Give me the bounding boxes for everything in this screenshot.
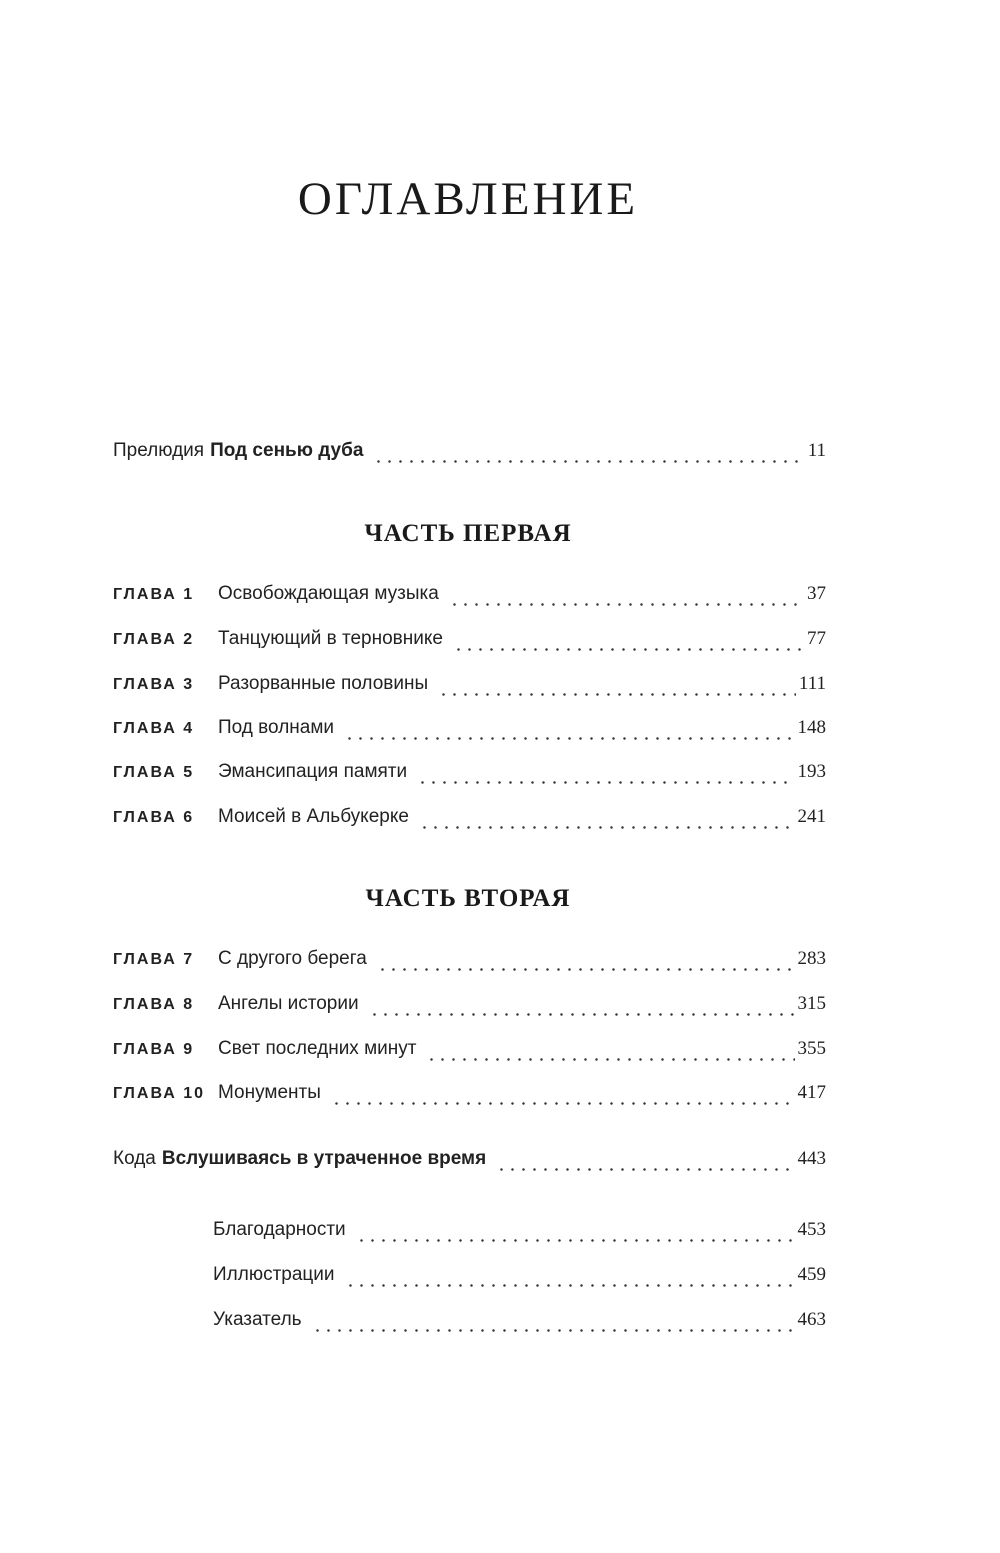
page-number: 241 [797, 806, 826, 827]
entry-title: Иллюстрации [213, 1264, 335, 1285]
dot-leader [345, 1284, 795, 1287]
chapter-title: Ангелы истории [218, 993, 359, 1014]
chapter-title: Эмансипация памяти [218, 761, 408, 782]
chapter-label: ГЛАВА 7 [113, 951, 195, 968]
toc-entry-acknowledgements[interactable] [213, 1219, 826, 1249]
dot-leader [453, 648, 804, 651]
page-number: 417 [797, 1082, 826, 1103]
chapter-label: ГЛАВА 2 [113, 631, 195, 648]
page-number: 453 [797, 1219, 826, 1240]
dot-leader [419, 826, 795, 829]
entry-prefix: Кода [113, 1148, 156, 1169]
part-heading: ЧАСТЬ ПЕРВАЯ [364, 520, 572, 547]
dot-leader [426, 1058, 794, 1061]
page-title: ОГЛАВЛЕНИЕ [297, 173, 639, 225]
entry-title: Вслушиваясь в утраченное время [161, 1148, 487, 1169]
entry-title: Благодарности [213, 1219, 346, 1240]
page-number: 37 [807, 583, 826, 604]
page-number: 111 [798, 673, 826, 694]
chapter-label: ГЛАВА 10 [113, 1085, 206, 1102]
toc-entry-prelude[interactable] [113, 440, 826, 470]
toc-entry-chapter-3[interactable] [113, 673, 826, 703]
toc-entry-chapter-8[interactable] [113, 993, 826, 1023]
page-number: 193 [797, 761, 826, 782]
page-number: 315 [797, 993, 826, 1014]
chapter-label: ГЛАВА 4 [113, 720, 195, 737]
dot-leader [331, 1102, 795, 1105]
chapter-title: Моисей в Альбукерке [218, 806, 409, 827]
chapter-label: ГЛАВА 5 [113, 764, 195, 781]
chapter-title: Танцующий в терновнике [218, 628, 443, 649]
page-number: 463 [797, 1309, 826, 1330]
chapter-title: Свет последних минут [218, 1038, 417, 1059]
toc-entry-chapter-1[interactable] [113, 583, 826, 613]
dot-leader [312, 1329, 795, 1332]
toc-entry-illustrations[interactable] [213, 1264, 826, 1294]
chapter-title: Разорванные половины [218, 673, 429, 694]
page-number: 11 [807, 440, 826, 461]
page-number: 459 [797, 1264, 826, 1285]
toc-entry-chapter-7[interactable] [113, 948, 826, 978]
chapter-title: С другого берега [218, 948, 367, 969]
dot-leader [449, 603, 804, 606]
chapter-title: Монументы [218, 1082, 321, 1103]
toc-entry-coda[interactable] [113, 1148, 826, 1178]
part-heading: ЧАСТЬ ВТОРАЯ [365, 885, 571, 912]
page-number: 355 [797, 1038, 826, 1059]
entry-title: Под сенью дуба [210, 440, 364, 461]
dot-leader [377, 968, 795, 971]
chapter-label: ГЛАВА 6 [113, 809, 195, 826]
page-number: 77 [807, 628, 826, 649]
toc-entry-index[interactable] [213, 1309, 826, 1339]
chapter-label: ГЛАВА 8 [113, 996, 195, 1013]
page-number: 443 [797, 1148, 826, 1169]
dot-leader [438, 693, 796, 696]
toc-entry-chapter-6[interactable] [113, 806, 826, 836]
dot-leader [356, 1239, 795, 1242]
chapter-label: ГЛАВА 9 [113, 1041, 195, 1058]
chapter-title: Под волнами [218, 717, 335, 738]
dot-leader [369, 1013, 795, 1016]
entry-title: Указатель [213, 1309, 302, 1330]
toc-entry-chapter-5[interactable] [113, 761, 826, 791]
chapter-label: ГЛАВА 1 [113, 586, 195, 603]
entry-prefix: Прелюдия [113, 440, 205, 461]
dot-leader [496, 1168, 794, 1171]
toc-entry-chapter-4[interactable] [113, 717, 826, 747]
dot-leader [373, 460, 804, 463]
dot-leader [417, 781, 794, 784]
toc-entry-chapter-2[interactable] [113, 628, 826, 658]
toc-entry-chapter-9[interactable] [113, 1038, 826, 1068]
page-number: 283 [797, 948, 826, 969]
dot-leader [344, 737, 794, 740]
toc-entry-chapter-10[interactable] [113, 1082, 826, 1112]
chapter-title: Освобождающая музыка [218, 583, 439, 604]
chapter-label: ГЛАВА 3 [113, 676, 195, 693]
page-number: 148 [797, 717, 826, 738]
